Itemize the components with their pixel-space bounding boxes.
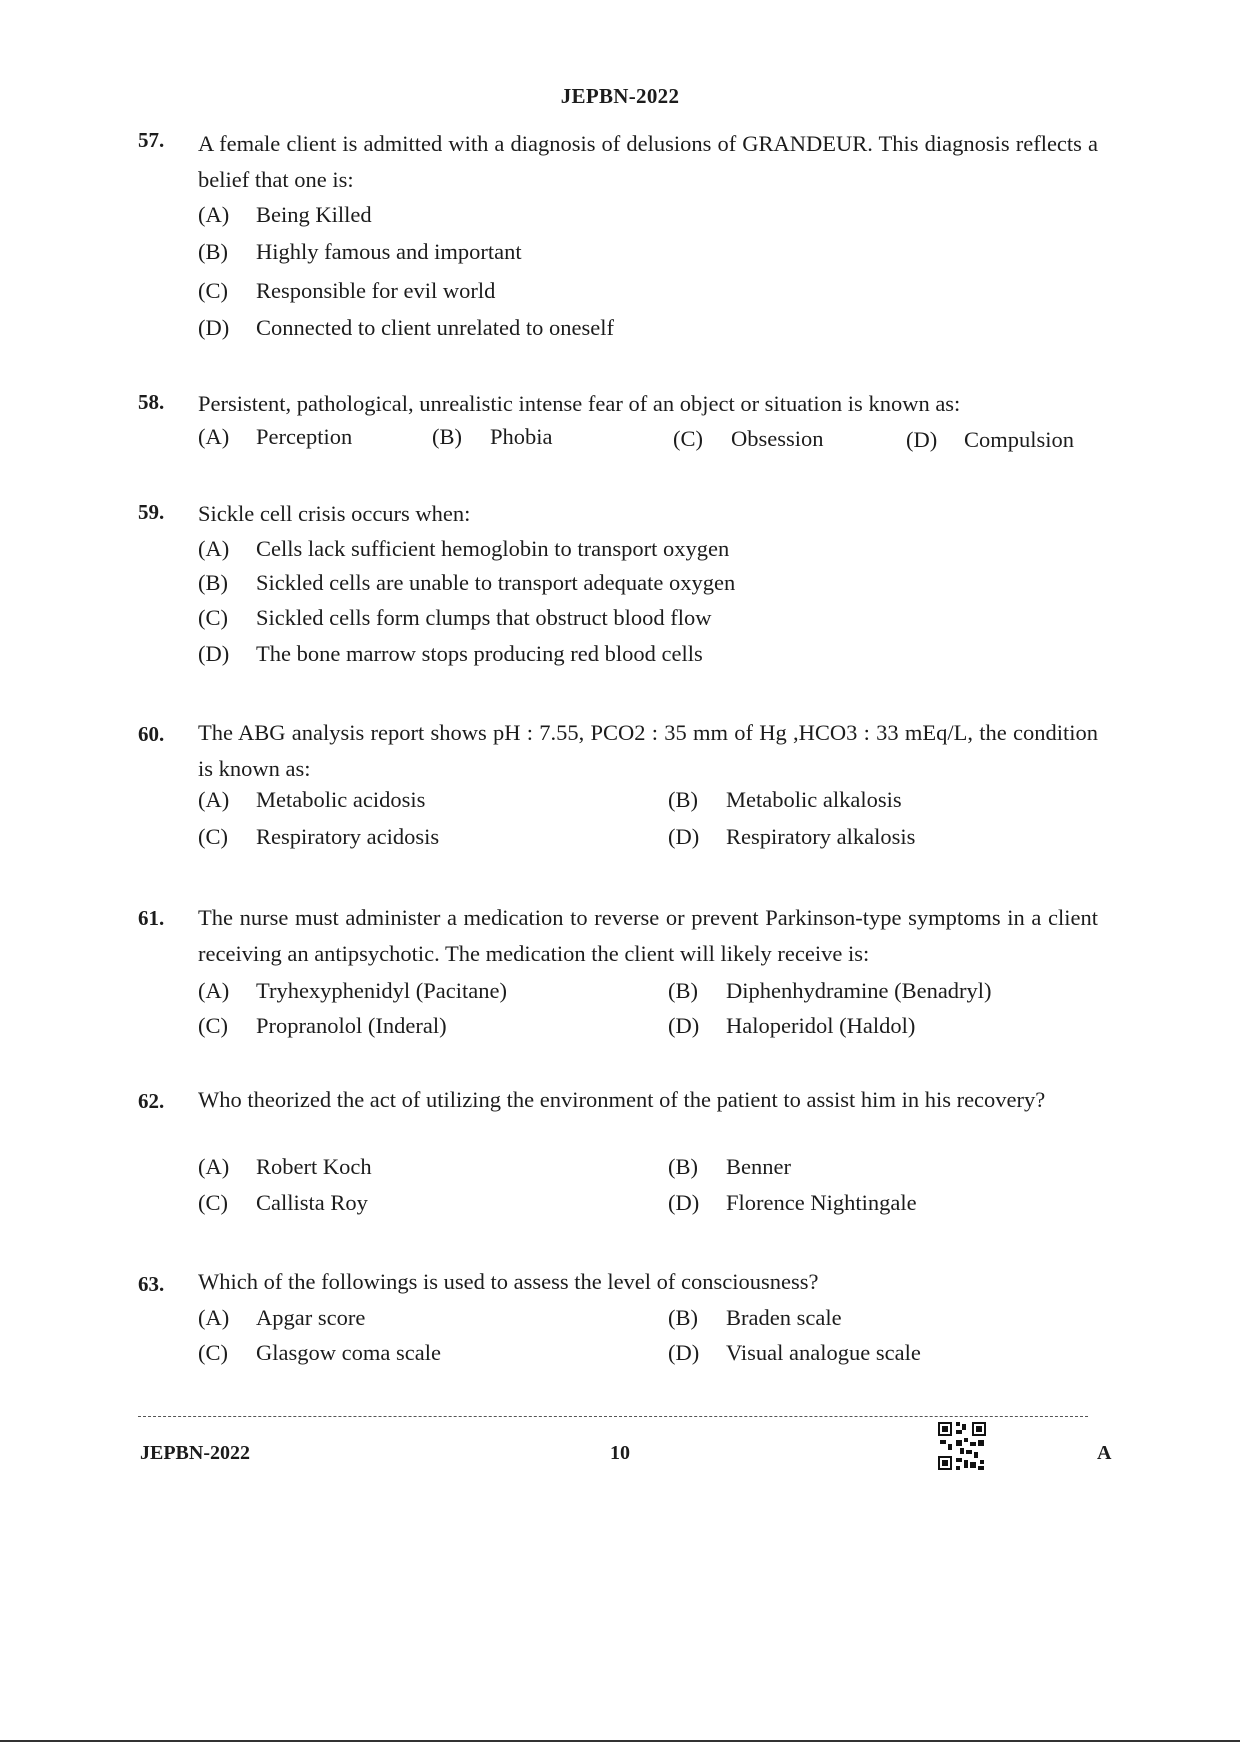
option-text: Phobia xyxy=(490,424,553,449)
option-key: (B) xyxy=(432,424,462,449)
option-b xyxy=(668,1303,842,1333)
option-d xyxy=(668,1188,917,1218)
option-key: (A) xyxy=(198,1154,230,1179)
option-text: Apgar score xyxy=(256,1305,366,1330)
option-text: Metabolic acidosis xyxy=(256,787,426,812)
option-b xyxy=(668,1152,791,1182)
option-key: (A) xyxy=(198,1305,230,1330)
option-c xyxy=(198,1011,447,1041)
option-b xyxy=(432,422,553,452)
option-c xyxy=(198,822,439,852)
option-b xyxy=(668,976,992,1006)
question-text: A female client is admitted with a diagnosis of delusions of GRANDEUR. This diagnosis reflects a belief that one is: xyxy=(198,131,1098,192)
option-a xyxy=(198,200,372,230)
option-key: (D) xyxy=(906,427,938,452)
option-text: Connected to client unrelated to oneself xyxy=(256,315,615,340)
question-text: The nurse must administer a medication to reverse or prevent Parkinson-type symptoms in a client receiving an antipsychotic. The medication the client will likely receive is: xyxy=(198,905,1098,966)
option-text: Florence Nightingale xyxy=(726,1190,917,1215)
option-text: Diphenhydramine (Benadryl) xyxy=(726,978,992,1003)
option-b xyxy=(198,237,522,267)
option-a xyxy=(198,534,729,564)
option-text: Haloperidol (Haldol) xyxy=(726,1013,916,1038)
option-key: (A) xyxy=(198,424,230,449)
option-key: (B) xyxy=(668,978,698,1003)
question-text: Which of the followings is used to assess the level of consciousness? xyxy=(198,1269,819,1294)
option-text: Benner xyxy=(726,1154,791,1179)
option-key: (D) xyxy=(668,1190,700,1215)
series-letter: A xyxy=(1097,1442,1112,1464)
option-c xyxy=(198,603,712,633)
option-a xyxy=(198,785,425,815)
option-key: (A) xyxy=(198,202,230,227)
option-key: (D) xyxy=(668,824,700,849)
option-text: Sickled cells are unable to transport adequate oxygen xyxy=(256,570,736,595)
page-bottom-line xyxy=(0,1740,1240,1742)
option-text: Robert Koch xyxy=(256,1154,372,1179)
question-number: 62. xyxy=(138,1089,165,1113)
option-text: Highly famous and important xyxy=(256,239,522,264)
question-number: 63. xyxy=(138,1272,165,1296)
option-text: Compulsion xyxy=(964,427,1075,452)
option-a xyxy=(198,422,352,452)
question-number: 59. xyxy=(138,500,165,524)
question-number: 57. xyxy=(138,128,165,152)
qr-code-icon xyxy=(936,1420,988,1472)
question-text: The ABG analysis report shows pH : 7.55, PCO2 : 35 mm of Hg ,HCO3 : 33 mEq/L, the condition is known as: xyxy=(198,720,1098,781)
option-d xyxy=(668,822,915,852)
question-number: 60. xyxy=(138,722,165,746)
option-text: Braden scale xyxy=(726,1305,842,1330)
option-b xyxy=(668,785,902,815)
question-number: 61. xyxy=(138,906,165,930)
option-text: Metabolic alkalosis xyxy=(726,787,902,812)
option-b xyxy=(198,568,735,598)
question-text: Sickle cell crisis occurs when: xyxy=(198,501,471,526)
question-number: 58. xyxy=(138,390,165,414)
footer-code: JEPBN-2022 xyxy=(140,1442,250,1464)
option-text: Respiratory alkalosis xyxy=(726,824,916,849)
option-key: (C) xyxy=(198,1190,228,1215)
option-key: (B) xyxy=(668,787,698,812)
option-key: (B) xyxy=(668,1305,698,1330)
option-key: (A) xyxy=(198,536,230,561)
option-a xyxy=(198,1152,372,1182)
option-key: (D) xyxy=(198,641,230,666)
option-text: Cells lack sufficient hemoglobin to transport oxygen xyxy=(256,536,730,561)
option-c xyxy=(198,1188,368,1218)
option-text: Visual analogue scale xyxy=(726,1340,921,1365)
page-number: 10 xyxy=(610,1442,630,1464)
option-key: (A) xyxy=(198,978,230,1003)
option-key: (D) xyxy=(198,315,230,340)
option-key: (B) xyxy=(668,1154,698,1179)
option-key: (C) xyxy=(198,278,228,303)
option-c xyxy=(673,424,824,454)
page-header: JEPBN-2022 xyxy=(560,84,680,108)
option-key: (B) xyxy=(198,239,228,264)
option-text: Perception xyxy=(256,424,353,449)
option-key: (C) xyxy=(198,1340,228,1365)
option-d xyxy=(668,1011,915,1041)
option-a xyxy=(198,1303,365,1333)
option-text: Glasgow coma scale xyxy=(256,1340,441,1365)
option-text: Tryhexyphenidyl (Pacitane) xyxy=(256,978,507,1003)
question-text: Who theorized the act of utilizing the environment of the patient to assist him in his recovery? xyxy=(198,1087,1046,1112)
footer-divider xyxy=(138,1416,1088,1417)
option-key: (B) xyxy=(198,570,228,595)
option-text: Callista Roy xyxy=(256,1190,368,1215)
option-c xyxy=(198,276,495,306)
option-text: The bone marrow stops producing red blood cells xyxy=(256,641,703,666)
option-text: Obsession xyxy=(731,426,824,451)
option-key: (C) xyxy=(198,1013,228,1038)
option-d xyxy=(198,639,703,669)
option-key: (C) xyxy=(198,824,228,849)
option-key: (C) xyxy=(673,426,703,451)
option-a xyxy=(198,976,507,1006)
option-key: (C) xyxy=(198,605,228,630)
option-d xyxy=(198,313,614,343)
option-key: (D) xyxy=(668,1340,700,1365)
question-text: Persistent, pathological, unrealistic intense fear of an object or situation is known as: xyxy=(198,391,961,416)
option-key: (D) xyxy=(668,1013,700,1038)
option-d xyxy=(906,425,1074,455)
option-key: (A) xyxy=(198,787,230,812)
option-text: Propranolol (Inderal) xyxy=(256,1013,447,1038)
option-d xyxy=(668,1338,921,1368)
option-c xyxy=(198,1338,441,1368)
option-text: Being Killed xyxy=(256,202,372,227)
option-text: Respiratory acidosis xyxy=(256,824,440,849)
option-text: Sickled cells form clumps that obstruct blood flow xyxy=(256,605,712,630)
option-text: Responsible for evil world xyxy=(256,278,496,303)
